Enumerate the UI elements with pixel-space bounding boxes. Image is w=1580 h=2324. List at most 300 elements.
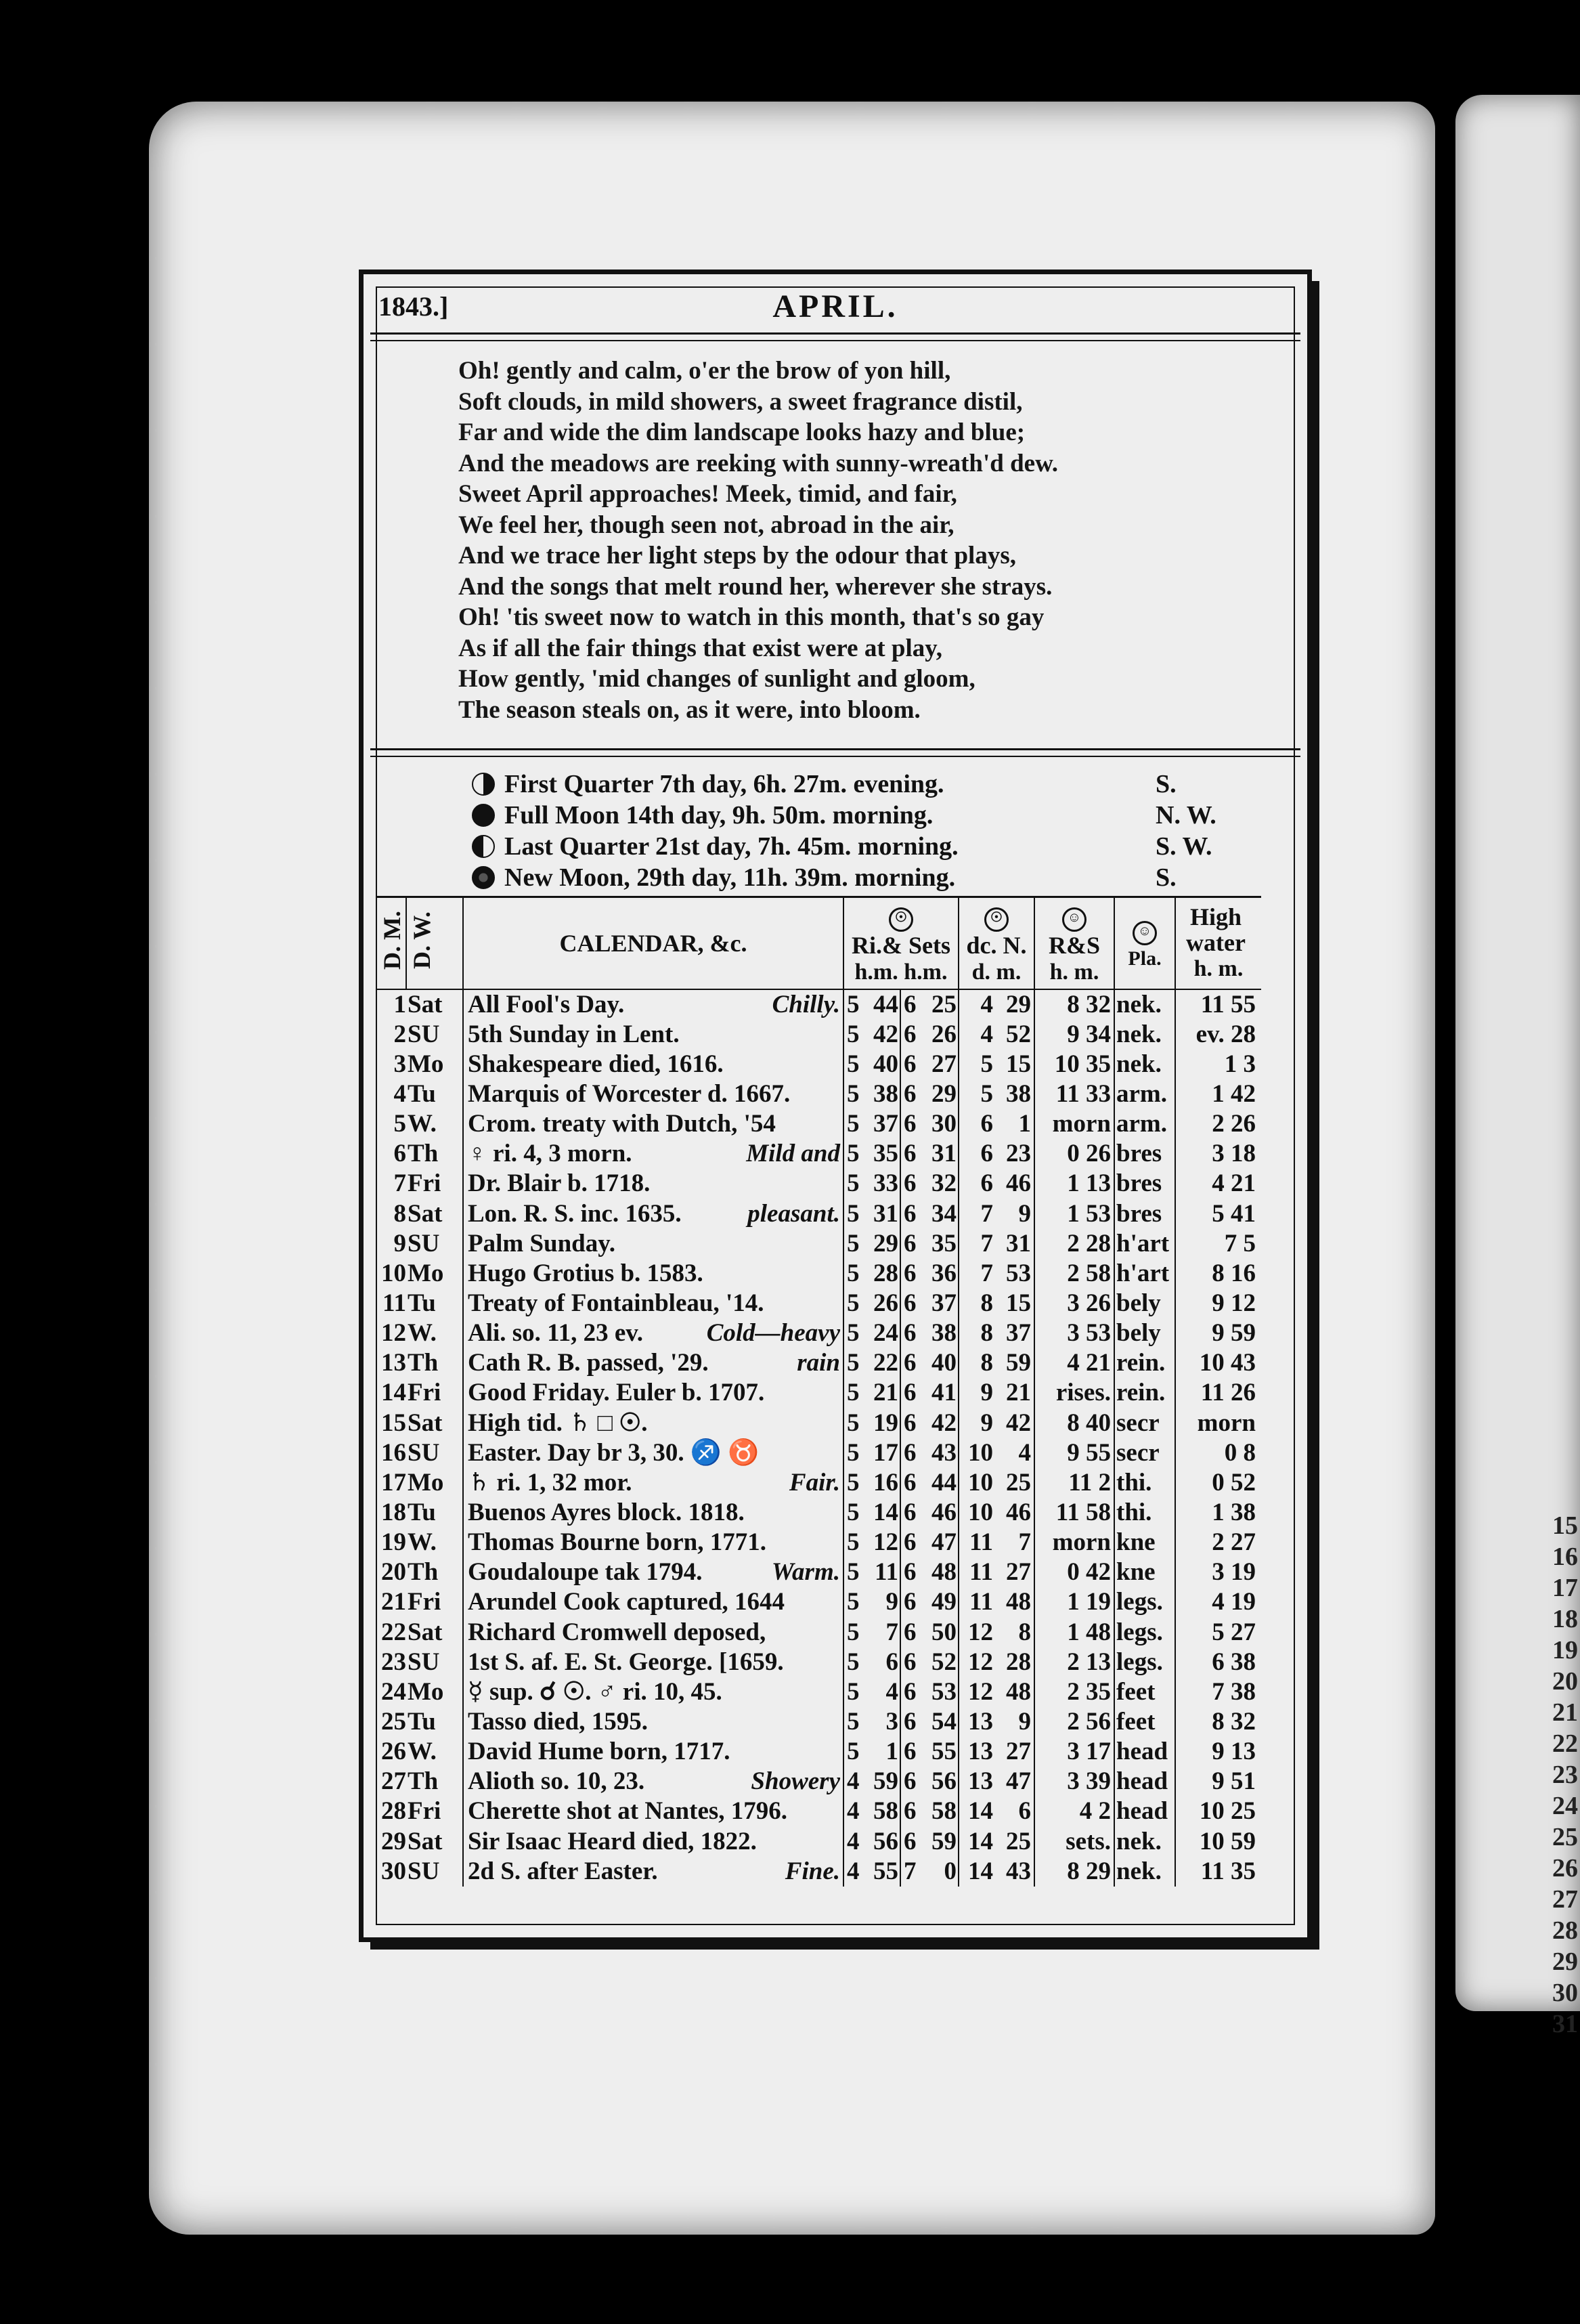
sunrise-hour: 5 [847,1349,860,1377]
moon-rise-set: 1 13 [1034,1169,1114,1199]
moon-phase-row [472,800,1284,831]
day-of-month: 30 [381,1857,406,1885]
sunrise-hour: 5 [847,1379,860,1407]
moon-rise-set: morn [1034,1109,1114,1139]
sunrise-hour: 5 [847,1289,860,1317]
day-of-week: Tu [406,1498,463,1528]
calendar-entry [463,1318,843,1348]
declination-minutes: 7 [993,1528,1034,1557]
poem-line: And the meadows are reeking with sunny-wreath'd dew. [458,449,1059,477]
declination-minutes: 15 [993,1289,1034,1318]
declination-minutes: 43 [993,1857,1034,1887]
weather-note: Fair. [789,1468,840,1497]
moon-rise-set: 0 26 [1034,1139,1114,1169]
declination-degrees: 9 [980,1408,993,1437]
sunset-minute: 30 [921,1109,959,1139]
sunset-minute: 52 [921,1648,959,1677]
event-text: Buenos Ayres block. 1818. [468,1498,745,1526]
moon-phase-row [472,769,1284,800]
day-of-week: Sat [406,1826,463,1856]
poem-line: And the songs that melt round her, wherever she strays. [458,572,1053,601]
adjacent-page-day-numbers [1550,1510,1580,2040]
moon-rise-set: 2 13 [1034,1648,1114,1677]
moon-place: nek. [1114,1857,1175,1887]
table-row [377,1348,1261,1378]
moon-place: thi. [1114,1498,1175,1528]
sunset-minute: 26 [921,1020,959,1050]
calendar-entry [463,1857,843,1887]
event-text: Arundel Cook captured, 1644 [468,1588,785,1616]
declination-degrees: 11 [969,1558,993,1587]
moon-place: kne [1114,1557,1175,1587]
sunrise-minute: 17 [864,1438,900,1468]
sunrise-minute: 26 [864,1289,900,1318]
day-of-month: 8 [393,1199,406,1228]
event-text: Alioth so. 10, 23. [468,1767,645,1796]
weather-note: Warm. [771,1558,840,1587]
day-of-month: 11 [382,1289,406,1317]
declination-minutes: 9 [993,1199,1034,1228]
table-row [377,1259,1261,1289]
declination-minutes: 15 [993,1050,1034,1079]
header-calendar: CALENDAR, &c. [463,897,843,989]
high-water: 2 26 [1212,1110,1256,1138]
moon-face-icon: ☺ [1035,900,1114,932]
header-rule [370,332,1300,341]
event-text: Palm Sunday. [468,1229,615,1257]
sunset-hour: 6 [904,1199,917,1228]
event-text: Cath R. B. passed, '29. [468,1349,709,1377]
day-of-month: 13 [381,1349,406,1377]
sunset-minute: 49 [921,1587,959,1617]
declination-minutes: 23 [993,1139,1034,1169]
poem-line: We feel her, though seen not, abroad in the air, [458,511,954,539]
event-text: ☿ sup. ☌ ☉. ♂ ri. 10, 45. [468,1677,722,1706]
sunrise-minute: 38 [864,1079,900,1109]
moon-rise-set: rises. [1034,1378,1114,1408]
day-of-month: 4 [393,1079,406,1108]
day-of-month: 10 [381,1259,406,1287]
sunrise-hour: 5 [847,1229,860,1257]
high-water: 3 19 [1212,1558,1256,1587]
sunrise-hour: 5 [847,1079,860,1108]
moon-place: nek. [1114,1826,1175,1856]
calendar-entry [463,1020,843,1050]
table-row [377,1229,1261,1259]
moon-place: bres [1114,1199,1175,1228]
high-water: 5 41 [1212,1199,1256,1228]
moon-rise-set: 10 35 [1034,1050,1114,1079]
declination-minutes: 52 [993,1020,1034,1050]
sunset-hour: 6 [904,1677,917,1706]
sunrise-minute: 24 [864,1318,900,1348]
moon-place: h'art [1114,1259,1175,1289]
day-of-month: 22 [381,1618,406,1646]
declination-minutes: 27 [993,1737,1034,1767]
sunrise-minute: 16 [864,1468,900,1498]
day-of-month: 20 [381,1558,406,1587]
sunrise-hour: 5 [847,1020,860,1048]
weather-note: Chilly. [772,990,840,1018]
high-water: 9 12 [1212,1289,1256,1317]
event-text: Hugo Grotius b. 1583. [468,1259,703,1287]
high-water: 9 13 [1212,1738,1256,1766]
header-high-water: High water h. m. [1186,903,1246,981]
sunset-hour: 6 [904,1408,917,1437]
day-of-month: 21 [381,1588,406,1616]
sunrise-hour: 5 [847,1140,860,1168]
moon-rise-set: 1 19 [1034,1587,1114,1617]
declination-degrees: 6 [980,1110,993,1138]
event-text: ♄ ri. 1, 32 mor. [468,1468,632,1497]
weather-note: Mild and [746,1140,840,1168]
adjacent-day-number: 30 [1552,1979,1578,2007]
moon-face-icon: ☺ [1115,913,1175,945]
sunset-minute: 48 [921,1557,959,1587]
high-water: 8 16 [1212,1259,1256,1287]
poem-line: How gently, 'mid changes of sunlight and gloom, [458,665,975,693]
declination-minutes: 21 [993,1378,1034,1408]
high-water: 1 3 [1224,1050,1256,1078]
calendar-entry [463,1378,843,1408]
moon-rise-set: 11 33 [1034,1079,1114,1109]
declination-degrees: 11 [969,1528,993,1557]
event-text: 5th Sunday in Lent. [468,1020,680,1048]
moon-place: nek. [1114,989,1175,1020]
declination-degrees: 9 [980,1379,993,1407]
declination-degrees: 7 [980,1259,993,1287]
moon-place: head [1114,1796,1175,1826]
declination-degrees: 4 [980,1020,993,1048]
sunset-hour: 6 [904,1050,917,1078]
declination-minutes: 27 [993,1557,1034,1587]
sunset-minute: 41 [921,1378,959,1408]
moon-place: legs. [1114,1587,1175,1617]
calendar-entry [463,1528,843,1557]
calendar-entry [463,1826,843,1856]
declination-minutes: 6 [993,1796,1034,1826]
day-of-month: 2 [393,1020,406,1048]
declination-minutes: 53 [993,1259,1034,1289]
calendar-entry [463,1408,843,1438]
moon-rise-set: 2 58 [1034,1259,1114,1289]
declination-degrees: 4 [980,990,993,1018]
calendar-entry [463,1617,843,1647]
table-row [377,1528,1261,1557]
sunset-minute: 44 [921,1468,959,1498]
high-water: morn [1197,1408,1256,1437]
calendar-entry [463,1050,843,1079]
declination-minutes: 48 [993,1587,1034,1617]
day-of-week: W. [406,1109,463,1139]
day-of-month: 15 [381,1408,406,1437]
weather-note: rain [797,1349,840,1377]
moon-place: arm. [1114,1079,1175,1109]
sunrise-hour: 5 [847,1408,860,1437]
moon-place: bres [1114,1169,1175,1199]
sunrise-minute: 22 [864,1348,900,1378]
table-row [377,1438,1261,1468]
weather-note: pleasant. [747,1199,840,1228]
high-water: 1 42 [1212,1079,1256,1108]
event-text: Thomas Bourne born, 1771. [468,1528,766,1557]
day-of-week: Tu [406,1707,463,1737]
moon-rise-set: 1 53 [1034,1199,1114,1228]
sunset-hour: 7 [904,1857,917,1885]
moon-rise-set: 8 29 [1034,1857,1114,1887]
table-row [377,1617,1261,1647]
sunset-hour: 6 [904,1738,917,1766]
sunrise-minute: 21 [864,1378,900,1408]
high-water: 5 27 [1212,1618,1256,1646]
high-water: 11 35 [1200,1857,1256,1885]
sunset-minute: 56 [921,1767,959,1796]
moon-rise-set: 3 53 [1034,1318,1114,1348]
moon-rise-set: 2 28 [1034,1229,1114,1259]
poem-line: Oh! gently and calm, o'er the brow of yon hill, [458,357,951,385]
declination-degrees: 12 [968,1648,993,1676]
sunset-hour: 6 [904,1110,917,1138]
high-water: 4 19 [1212,1588,1256,1616]
new-moon-icon [472,866,495,889]
high-water: 10 25 [1199,1797,1256,1826]
declination-minutes: 47 [993,1767,1034,1796]
event-text: All Fool's Day. [468,990,625,1018]
day-of-week: SU [406,1020,463,1050]
moon-rise-set: 1 48 [1034,1617,1114,1647]
sunset-hour: 6 [904,1797,917,1826]
sunset-minute: 42 [921,1408,959,1438]
sunrise-minute: 40 [864,1050,900,1079]
event-text: Goudaloupe tak 1794. [468,1558,703,1587]
table-row [377,1139,1261,1169]
event-text: 1st S. af. E. St. George. [1659. [468,1648,784,1676]
sunset-minute: 40 [921,1348,959,1378]
declination-minutes: 25 [993,1468,1034,1498]
sunrise-minute: 58 [864,1796,900,1826]
moon-phase-text: New Moon, 29th day, 11h. 39m. morning. [504,863,956,892]
event-text: Shakespeare died, 1616. [468,1050,724,1078]
calendar-entry [463,1587,843,1617]
declination-minutes: 42 [993,1408,1034,1438]
sunset-minute: 38 [921,1318,959,1348]
almanac-frame [359,270,1312,1942]
day-of-week: Mo [406,1050,463,1079]
table-row [377,1079,1261,1109]
day-of-week: W. [406,1737,463,1767]
moon-place: rein. [1114,1378,1175,1408]
moon-place: thi. [1114,1468,1175,1498]
sunset-hour: 6 [904,1707,917,1736]
moon-place: kne [1114,1528,1175,1557]
declination-degrees: 14 [968,1857,993,1885]
calendar-entry [463,1109,843,1139]
calendar-entry [463,1199,843,1228]
declination-degrees: 7 [980,1199,993,1228]
moon-place: legs. [1114,1648,1175,1677]
moon-phase-direction: S. [1156,770,1177,798]
day-of-month: 18 [381,1498,406,1526]
declination-degrees: 12 [968,1618,993,1646]
poem-line: Oh! 'tis sweet now to watch in this month, that's so gay [458,603,1045,631]
moon-place: rein. [1114,1348,1175,1378]
adjacent-day-number: 29 [1552,1948,1578,1976]
event-text: Good Friday. Euler b. 1707. [468,1379,765,1407]
sunset-minute: 58 [921,1796,959,1826]
header-day-of-month: D. M. [377,897,406,989]
sunrise-hour: 4 [847,1767,860,1796]
sun-icon: ☉ [959,900,1034,932]
sunset-minute: 31 [921,1139,959,1169]
sunrise-hour: 5 [847,1468,860,1497]
table-row [377,1796,1261,1826]
sunset-hour: 6 [904,1169,917,1198]
declination-minutes: 38 [993,1079,1034,1109]
sunrise-minute: 29 [864,1229,900,1259]
sunset-hour: 6 [904,1289,917,1317]
declination-degrees: 12 [968,1677,993,1706]
declination-minutes: 29 [993,989,1034,1020]
sunset-hour: 6 [904,1558,917,1587]
declination-degrees: 6 [980,1169,993,1198]
moon-rise-set: 11 2 [1034,1468,1114,1498]
table-row [377,1677,1261,1707]
day-of-month: 14 [381,1379,406,1407]
declination-minutes: 46 [993,1498,1034,1528]
calendar-entry [463,1796,843,1826]
poem-line: And we trace her light steps by the odour that plays, [458,542,1016,569]
moon-phases [472,769,1284,893]
high-water: 9 51 [1212,1767,1256,1796]
event-text: Sir Isaac Heard died, 1822. [468,1827,757,1855]
declination-minutes: 46 [993,1169,1034,1199]
sunrise-minute: 9 [864,1587,900,1617]
moon-rise-set: 3 17 [1034,1737,1114,1767]
year-label: 1843.] [378,291,449,322]
declination-minutes: 25 [993,1826,1034,1856]
sunset-minute: 34 [921,1199,959,1228]
sunrise-hour: 5 [847,1438,860,1467]
sunrise-minute: 4 [864,1677,900,1707]
declination-minutes: 8 [993,1617,1034,1647]
sunrise-hour: 5 [847,1528,860,1557]
table-row [377,1767,1261,1796]
declination-degrees: 5 [980,1079,993,1108]
adjacent-day-number: 15 [1552,1511,1578,1540]
poem-line: Soft clouds, in mild showers, a sweet fragrance distil, [458,387,1023,416]
sunrise-hour: 5 [847,1110,860,1138]
month-title: APRIL. [772,288,898,324]
moon-place: feet [1114,1707,1175,1737]
sunset-hour: 6 [904,990,917,1018]
sunrise-hour: 5 [847,1648,860,1676]
day-of-week: SU [406,1648,463,1677]
sunset-minute: 46 [921,1498,959,1528]
table-row [377,989,1261,1020]
sunrise-hour: 5 [847,1498,860,1526]
weather-note: Fine. [785,1857,840,1885]
table-row [377,1199,1261,1228]
declination-minutes: 1 [993,1109,1034,1139]
moon-place: bely [1114,1289,1175,1318]
moon-rise-set: 11 58 [1034,1498,1114,1528]
sunset-hour: 6 [904,1767,917,1796]
table-row [377,1707,1261,1737]
day-of-month: 16 [381,1438,406,1467]
declination-minutes: 59 [993,1348,1034,1378]
declination-degrees: 11 [969,1588,993,1616]
sunset-hour: 6 [904,1588,917,1616]
weather-note: Showery [751,1767,840,1796]
event-text: Lon. R. S. inc. 1635. [468,1199,682,1228]
header-declination: ☉ dc. N. d. m. [959,897,1034,989]
day-of-week: W. [406,1528,463,1557]
moon-rise-set: 2 35 [1034,1677,1114,1707]
sunset-hour: 6 [904,1498,917,1526]
sunrise-hour: 5 [847,1558,860,1587]
high-water: 11 26 [1200,1379,1256,1407]
high-water: 0 8 [1224,1438,1256,1467]
moon-rise-set: 8 40 [1034,1408,1114,1438]
calendar-entry [463,1557,843,1587]
day-of-week: W. [406,1318,463,1348]
day-of-week: Tu [406,1289,463,1318]
table-row [377,1826,1261,1856]
sunset-minute: 29 [921,1079,959,1109]
sunrise-minute: 7 [864,1617,900,1647]
poem-line: The season steals on, as it were, into bloom. [458,695,921,724]
poem [458,356,1237,725]
day-of-month: 29 [381,1827,406,1855]
adjacent-day-number: 28 [1552,1916,1578,1945]
sunset-minute: 0 [921,1857,959,1887]
day-of-week: Fri [406,1796,463,1826]
table-row [377,1378,1261,1408]
sunset-minute: 47 [921,1528,959,1557]
moon-phase-direction: S. W. [1156,832,1212,861]
calendar-entry [463,1707,843,1737]
declination-degrees: 13 [968,1767,993,1796]
declination-minutes: 28 [993,1648,1034,1677]
day-of-month: 17 [381,1468,406,1497]
high-water: 7 38 [1212,1677,1256,1706]
sunrise-hour: 5 [847,990,860,1018]
adjacent-day-number: 19 [1552,1636,1578,1664]
sunset-minute: 59 [921,1826,959,1856]
day-of-month: 1 [393,990,406,1018]
sunrise-minute: 55 [864,1857,900,1887]
moon-phase-text: Last Quarter 21st day, 7h. 45m. morning. [504,832,959,861]
high-water: 3 18 [1212,1140,1256,1168]
sunset-hour: 6 [904,1319,917,1348]
header-sun: ☉ Ri.& Sets h.m. h.m. [843,897,959,989]
day-of-month: 19 [381,1528,406,1557]
table-row [377,1020,1261,1050]
sunrise-hour: 5 [847,1199,860,1228]
declination-degrees: 6 [980,1140,993,1168]
event-text: Treaty of Fontainbleau, '14. [468,1289,764,1317]
high-water: 2 27 [1212,1528,1256,1557]
sunset-hour: 6 [904,1379,917,1407]
sunset-hour: 6 [904,1827,917,1855]
calendar-entry [463,1438,843,1468]
adjacent-day-number: 16 [1552,1543,1578,1571]
moon-phase-text: Full Moon 14th day, 9h. 50m. morning. [504,801,934,830]
first-quarter-icon [472,773,495,796]
adjacent-day-number: 31 [1552,2010,1578,2038]
event-text: Dr. Blair b. 1718. [468,1169,651,1198]
high-water: 1 38 [1212,1498,1256,1526]
